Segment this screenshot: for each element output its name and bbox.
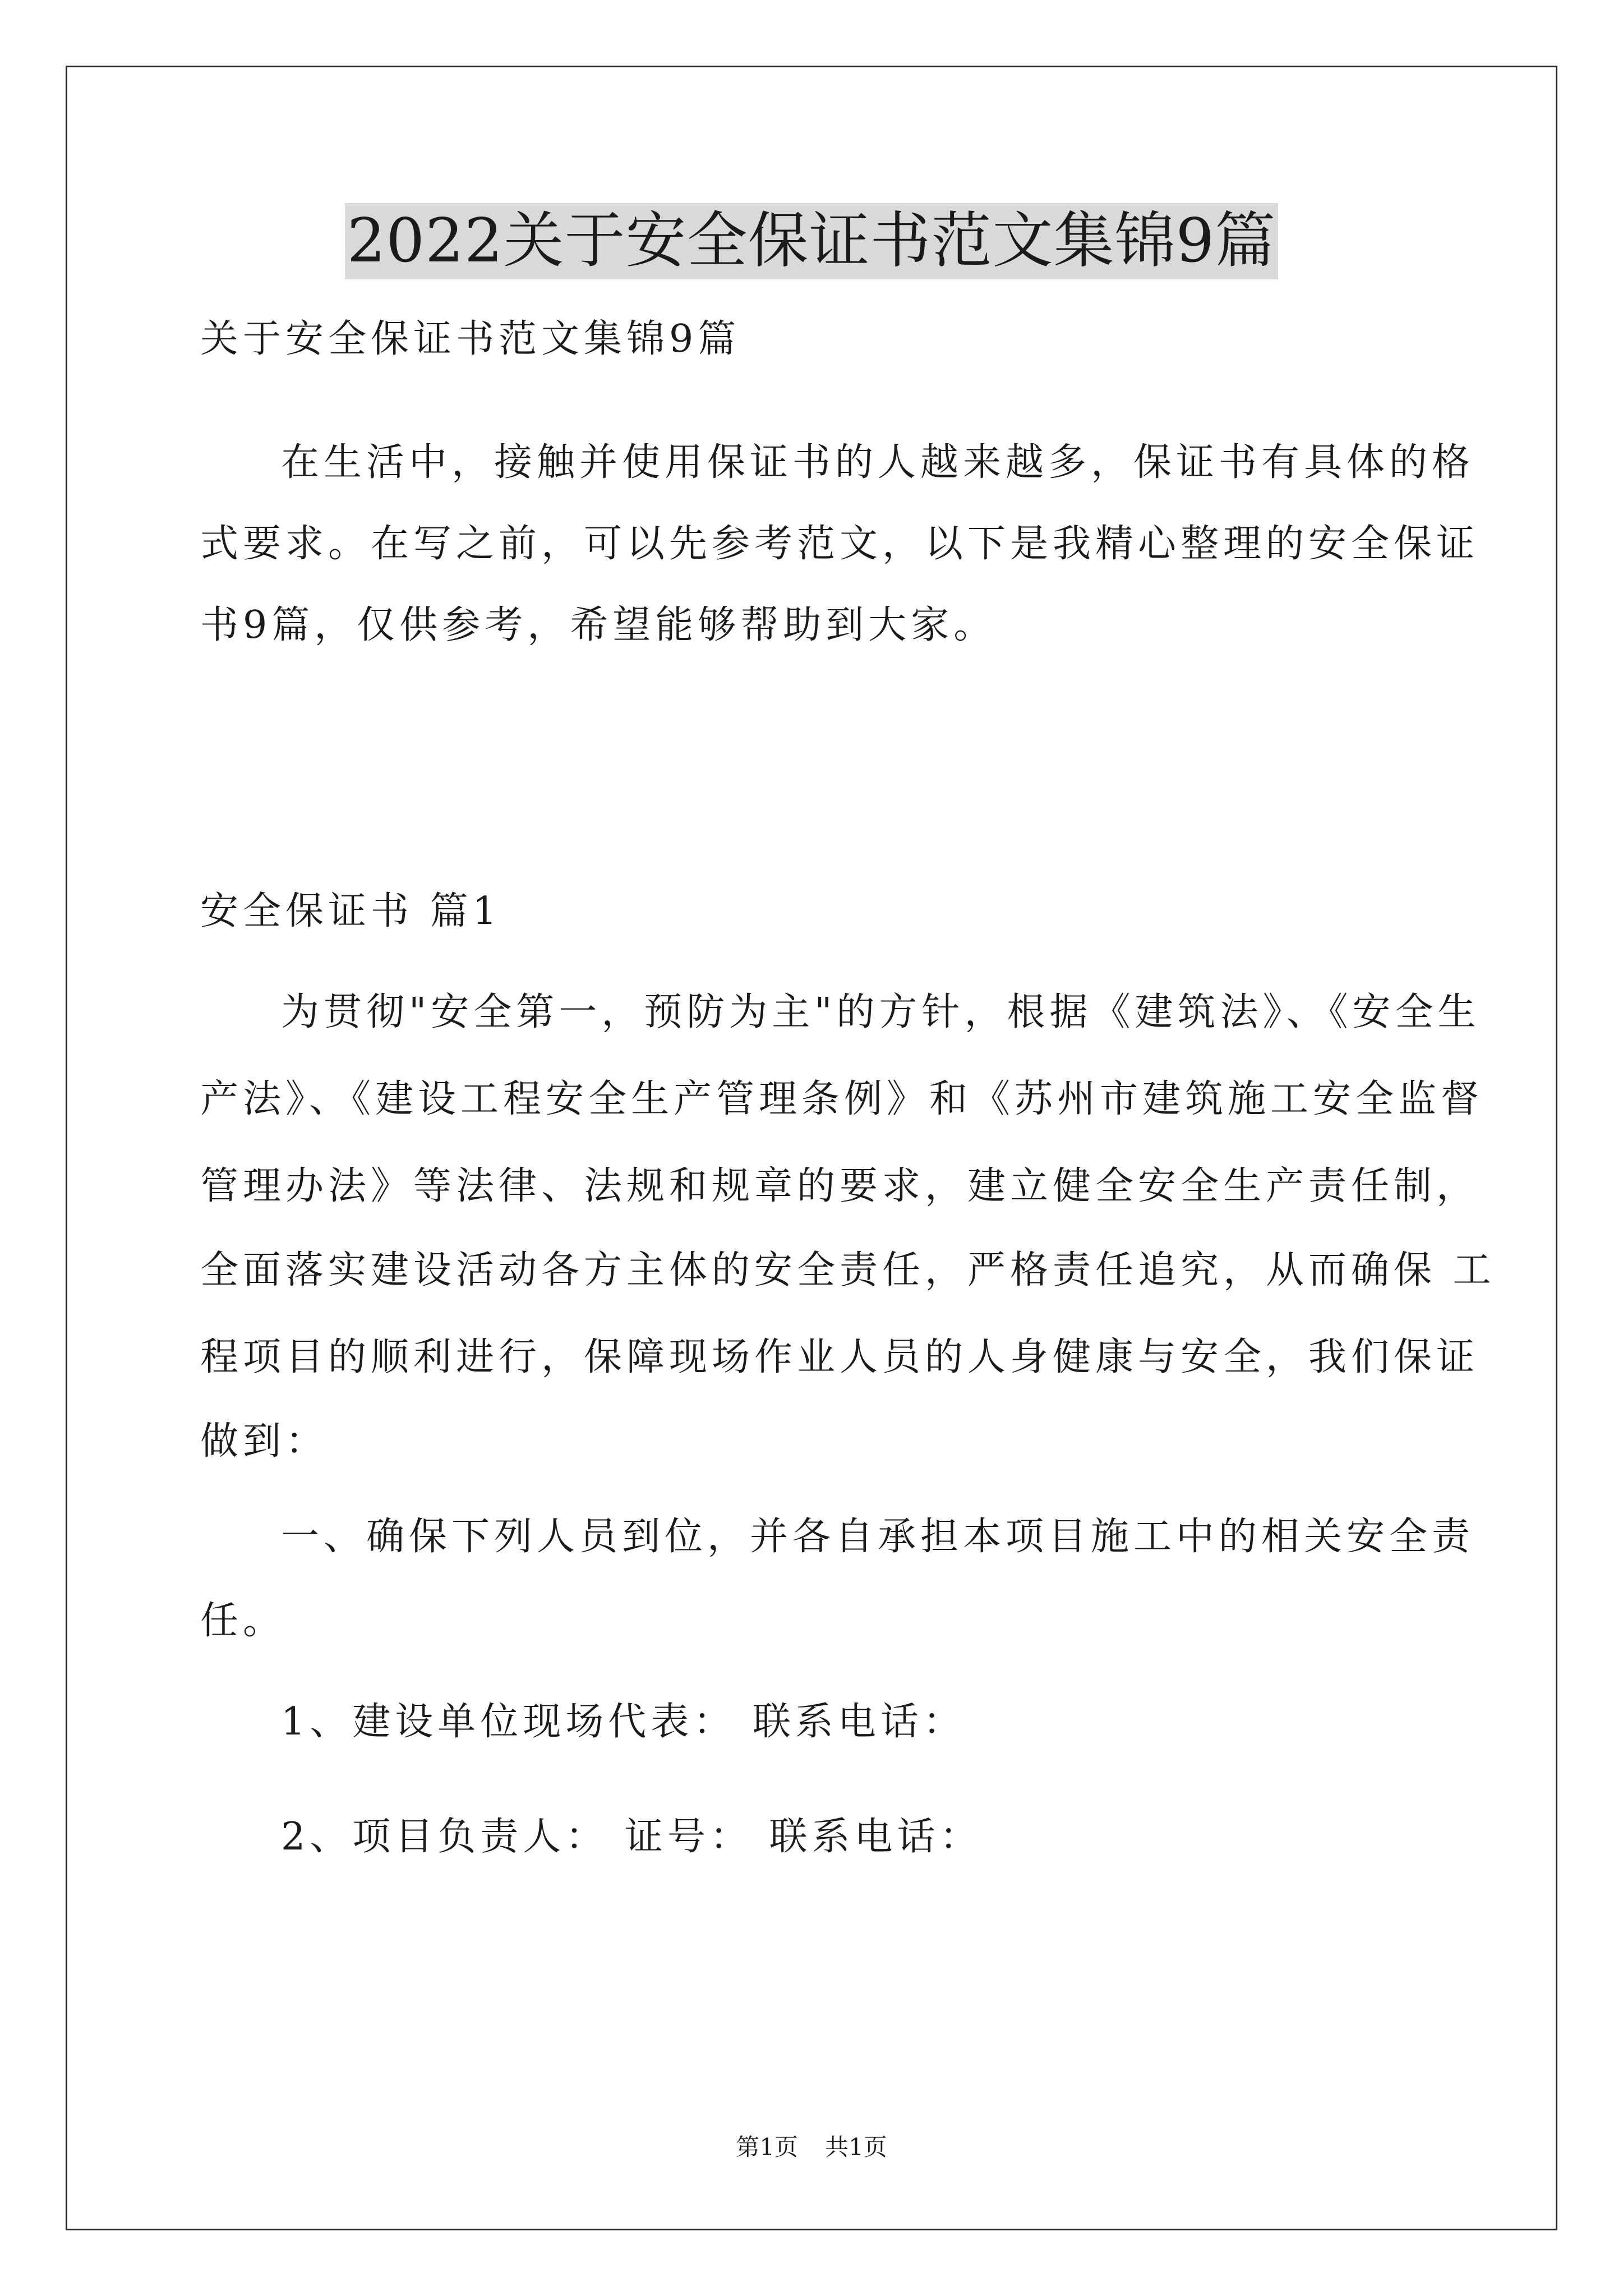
page-total: 共1页 <box>825 2133 887 2161</box>
title-block <box>0 203 1623 279</box>
document-title: 2022关于安全保证书范文集锦9篇 <box>345 203 1279 279</box>
intro-line: 在生活中，接触并使用保证书的人越来越多，保证书有具体的格 <box>281 440 1475 485</box>
paragraph-line: 做到： <box>200 1419 329 1464</box>
list-item: 2、项目负责人： 证号： 联系电话： <box>281 1815 983 1859</box>
intro-line: 式要求。在写之前，可以先参考范文，以下是我精心整理的安全保证 <box>200 522 1479 566</box>
paragraph-line: 一、确保下列人员到位，并各自承担本项目施工中的相关安全责 <box>281 1515 1475 1559</box>
paragraph-line: 管理办法》等法律、法规和规章的要求，建立健全安全生产责任制， <box>200 1164 1479 1208</box>
page-border <box>66 66 1557 2230</box>
list-item: 1、建设单位现场代表： 联系电话： <box>281 1700 966 1744</box>
paragraph-line: 全面落实建设活动各方主体的安全责任，严格责任追究，从而确保 工 <box>200 1248 1496 1292</box>
document-subtitle: 关于安全保证书范文集锦9篇 <box>200 317 741 361</box>
paragraph-line: 任。 <box>200 1599 286 1643</box>
page-number: 第1页 <box>736 2133 798 2161</box>
paragraph-line: 为贯彻"安全第一，预防为主"的方针，根据《建筑法》、《安全生 <box>281 990 1481 1034</box>
section-heading: 安全保证书 篇1 <box>200 889 501 933</box>
page-footer <box>0 2132 1623 2163</box>
paragraph-line: 程项目的顺利进行，保障现场作业人员的人身健康与安全，我们保证 <box>200 1335 1479 1379</box>
intro-line: 书9篇，仅供参考，希望能够帮助到大家。 <box>200 603 997 647</box>
paragraph-line: 产法》、《建设工程安全生产管理条例》和《苏州市建筑施工安全监督 <box>200 1077 1484 1121</box>
